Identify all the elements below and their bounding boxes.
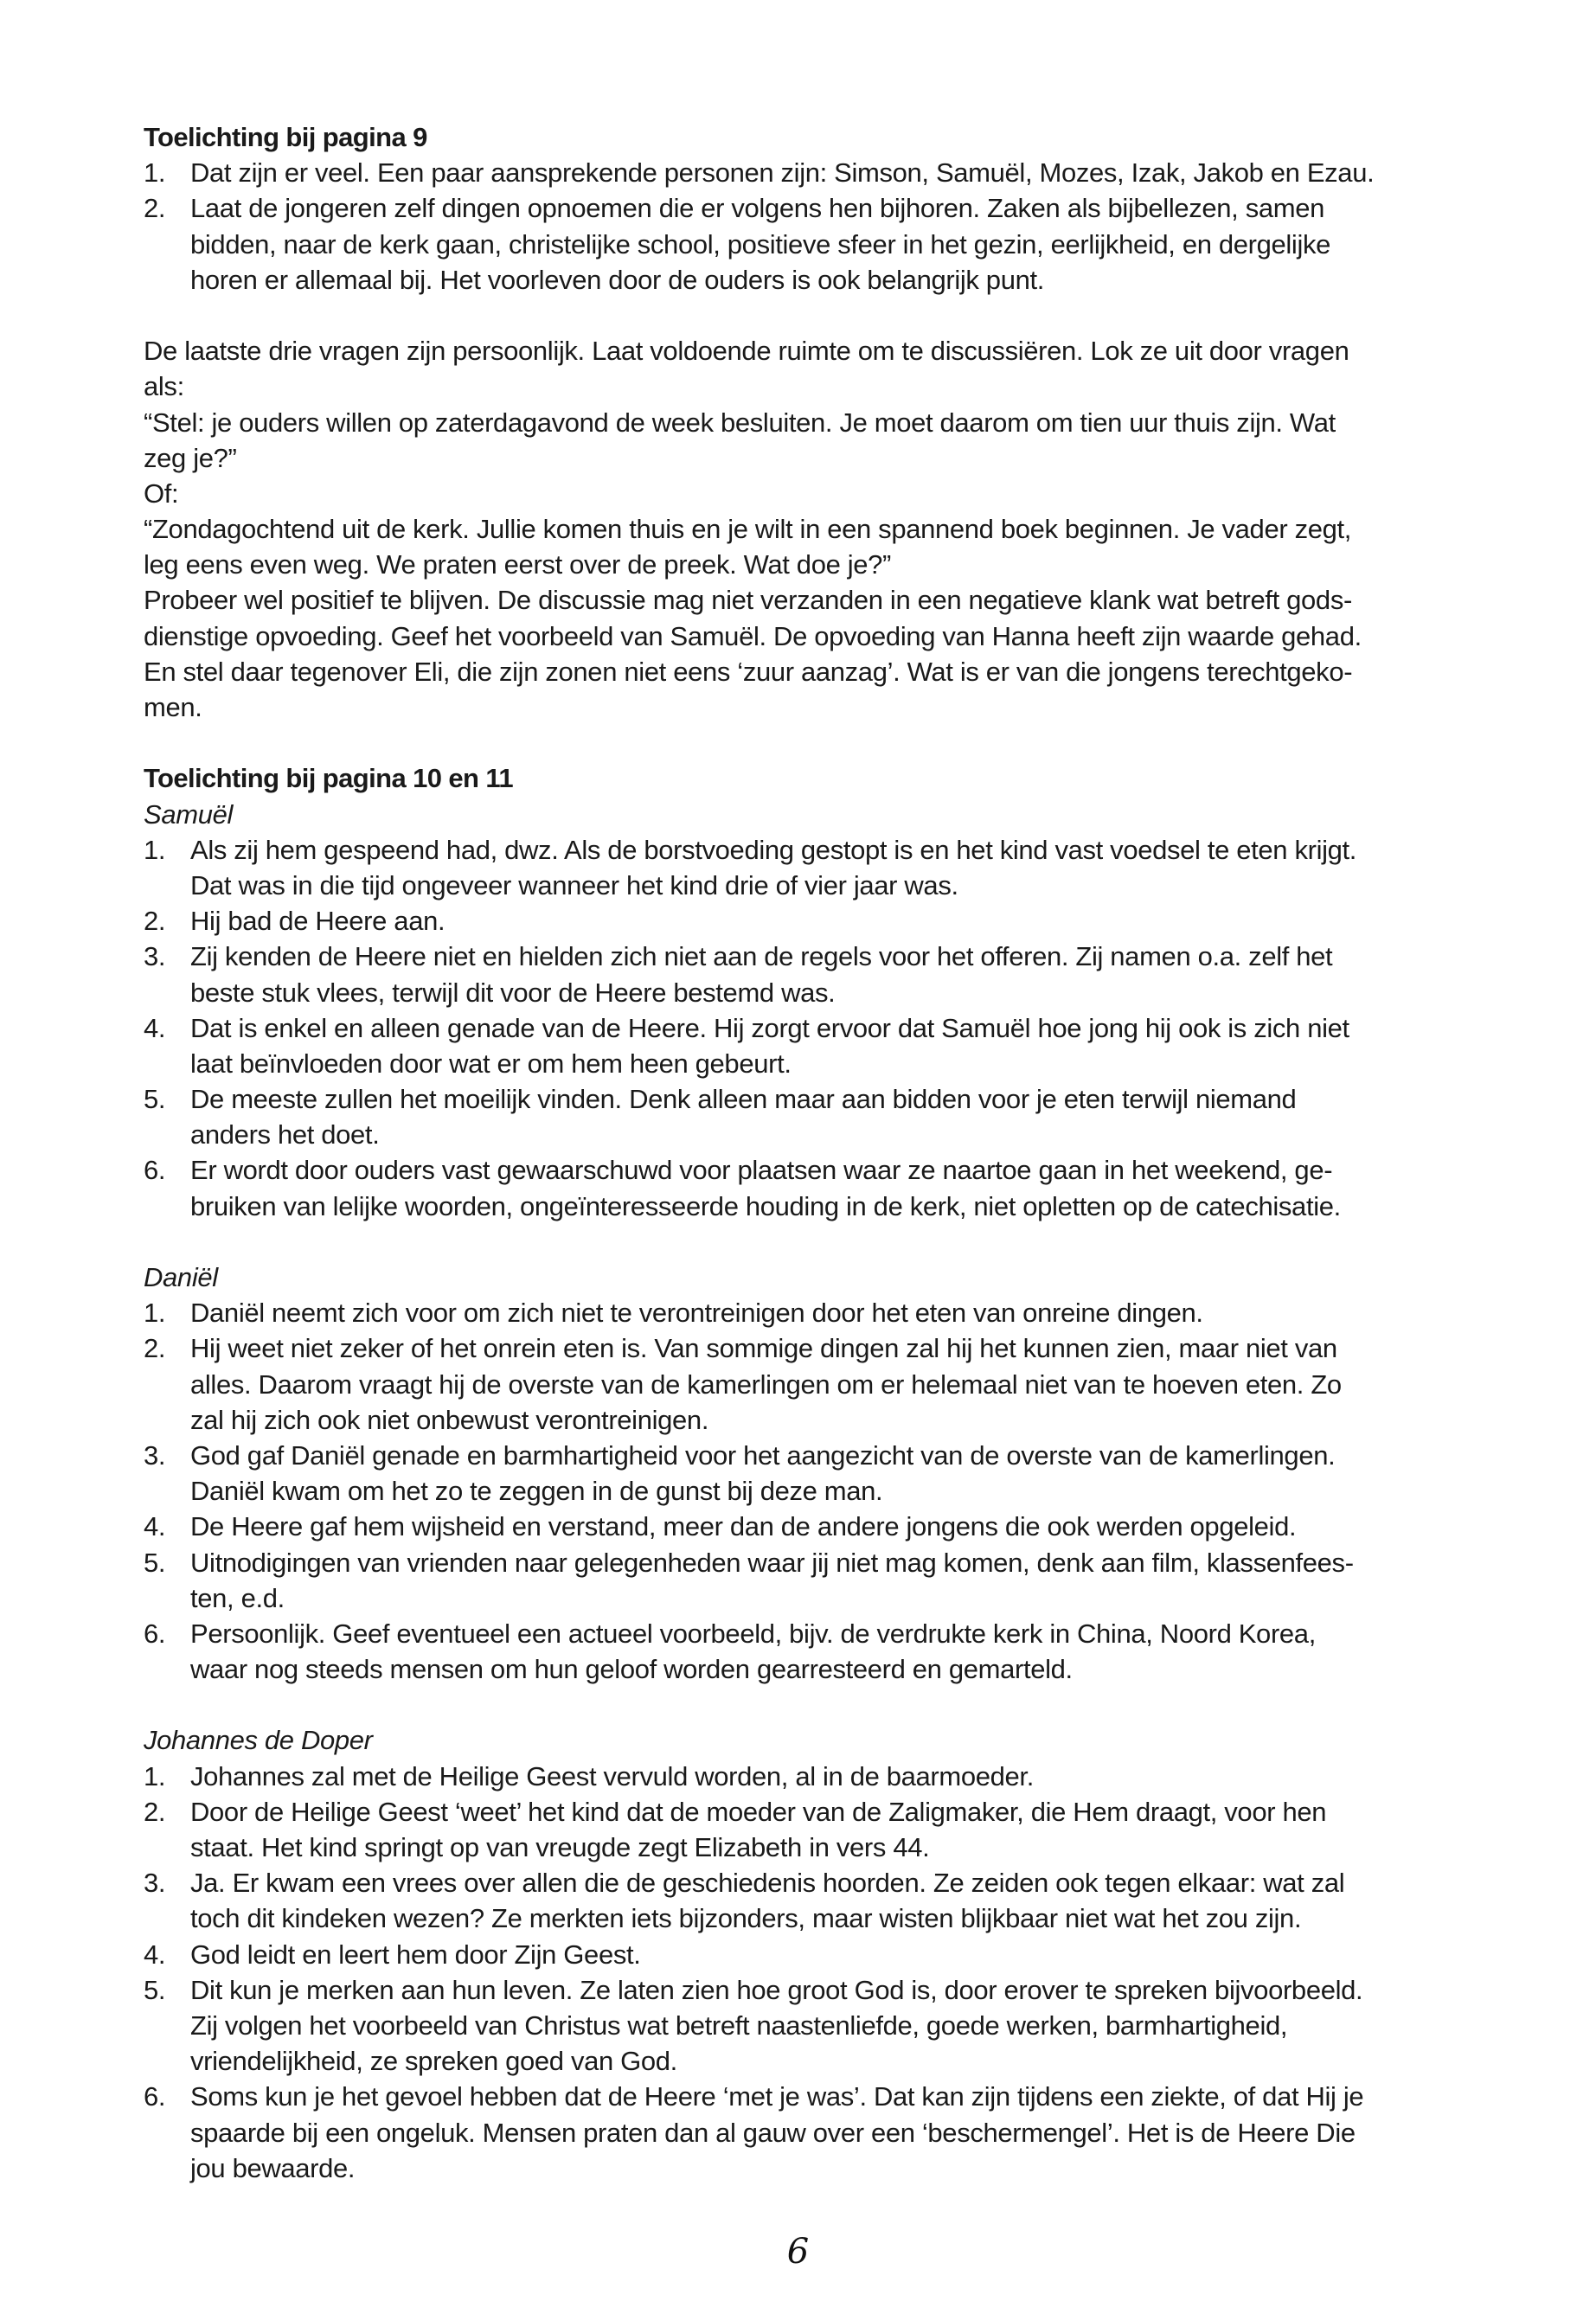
subsection-title: Samuël	[144, 798, 234, 830]
list-item-line	[144, 1830, 1476, 1865]
list-item-number: 2.	[144, 1333, 166, 1364]
list-item-line	[144, 262, 1476, 298]
list-item-line	[144, 1616, 1476, 1651]
spacer	[144, 1687, 1476, 1722]
list-item-text: horen er allemaal bij. Het voorleven door de ouders is ook belangrijk punt.	[190, 264, 1045, 295]
list-item-text: Zij kenden de Heere niet en hielden zich niet aan de regels voor het offeren. Zij namen o.a. zelf het	[190, 941, 1333, 972]
list-item-number: 3.	[144, 1868, 166, 1899]
list-item-line	[144, 1046, 1476, 1081]
list-item-line	[144, 1367, 1476, 1402]
list-item-line	[144, 1473, 1476, 1509]
list-item-text: Persoonlijk. Geef eventueel een actueel voorbeeld, bijv. de verdrukte kerk in China, Noord Korea,	[190, 1618, 1316, 1649]
list-item-line	[144, 1330, 1476, 1366]
list-item-line	[144, 155, 1476, 190]
list-item-number: 3.	[144, 941, 166, 972]
list-item-text: Soms kun je het gevoel hebben dat de Heere ‘met je was’. Dat kan zijn tijdens een ziekte, of dat Hij je	[190, 2081, 1364, 2112]
list-item-number: 6.	[144, 2081, 166, 2112]
list-item-text: De Heere gaf hem wijsheid en verstand, meer dan de andere jongens die ook werden opgeleid.	[190, 1511, 1297, 1542]
list-item-text: bidden, naar de kerk gaan, christelijke school, positieve sfeer in het gezin, eerlijkheid, en dergelijke	[190, 228, 1331, 260]
list-item-text: Daniël kwam om het zo te zeggen in de gunst bij deze man.	[190, 1476, 883, 1507]
list-item-text: De meeste zullen het moeilijk vinden. Denk alleen maar aan bidden voor je eten terwijl niemand	[190, 1084, 1297, 1115]
numbered-list	[144, 1295, 1476, 1687]
list-item-text: bruiken van lelijke woorden, ongeïnteresseerde houding in de kerk, niet opletten op de catechisatie.	[190, 1190, 1341, 1221]
list-item-text: Dat was in die tijd ongeveer wanneer het kind drie of vier jaar was.	[190, 869, 958, 901]
paragraph-line: Probeer wel positief te blijven. De discussie mag niet verzanden in een negatieve klank wat betreft gods-	[144, 585, 1352, 616]
list-item-text: Zij volgen het voorbeeld van Christus wat betreft naastenliefde, goede werken, barmhartigheid,	[190, 2009, 1288, 2041]
list-item-line	[144, 1402, 1476, 1438]
list-item-line	[144, 2115, 1476, 2150]
list-item-text: Laat de jongeren zelf dingen opnoemen die er volgens hen bijhoren. Zaken als bijbellezen, samen	[190, 193, 1324, 224]
list-item-number: 3.	[144, 1439, 166, 1471]
list-item-text: ten, e.d.	[190, 1582, 285, 1613]
list-item-text: spaarde bij een ongeluk. Mensen praten dan al gauw over een ‘beschermengel’. Het is de Heere Die	[190, 2117, 1356, 2148]
list-item-line	[144, 868, 1476, 903]
list-item-line	[144, 1937, 1476, 1972]
spacer	[144, 1224, 1476, 1259]
paragraph	[144, 333, 1476, 725]
list-item-line	[144, 1189, 1476, 1224]
numbered-list	[144, 832, 1476, 1224]
list-item-line	[144, 1651, 1476, 1687]
section-heading: Toelichting bij pagina 10 en 11	[144, 763, 513, 794]
list-item-number: 4.	[144, 1939, 166, 1970]
list-item-number: 1.	[144, 1760, 166, 1791]
list-item-text: Johannes zal met de Heilige Geest vervuld worden, al in de baarmoeder.	[190, 1760, 1034, 1791]
list-item-line	[144, 1580, 1476, 1616]
paragraph-line: “Stel: je ouders willen op zaterdagavond de week besluiten. Je moet daarom om tien uur thuis zijn. Wat	[144, 407, 1336, 438]
list-item-line	[144, 2008, 1476, 2043]
paragraph-line: zeg je?”	[144, 442, 237, 473]
list-item-line	[144, 903, 1476, 939]
list-item-number: 4.	[144, 1012, 166, 1043]
paragraph-line: leg eens even weg. We praten eerst over de preek. Wat doe je?”	[144, 549, 892, 580]
list-item-line	[144, 975, 1476, 1010]
list-item-line	[144, 2043, 1476, 2079]
list-item-text: anders het doet.	[190, 1119, 380, 1150]
list-item-text: Dit kun je merken aan hun leven. Ze laten zien hoe groot God is, door erover te spreken bijvoorbeeld.	[190, 1974, 1363, 2005]
paragraph-line: men.	[144, 692, 202, 722]
list-item-line	[144, 2079, 1476, 2114]
list-item-line	[144, 1545, 1476, 1580]
paragraph-line: “Zondagochtend uit de kerk. Jullie komen thuis en je wilt in een spannend boek beginnen. Je vader zegt,	[144, 514, 1352, 545]
page-number: 6	[786, 2232, 810, 2272]
list-item-text: Als zij hem gespeend had, dwz. Als de borstvoeding gestopt is en het kind vast voedsel te eten krijgt.	[190, 834, 1357, 865]
list-item-line	[144, 1794, 1476, 1830]
list-item-number: 6.	[144, 1155, 166, 1186]
list-item-line	[144, 1900, 1476, 1936]
list-item-text: Dat zijn er veel. Een paar aansprekende personen zijn: Simson, Samuël, Mozes, Izak, Jakob en Ezau.	[190, 157, 1375, 189]
list-item-number: 1.	[144, 157, 166, 189]
list-item-line	[144, 2150, 1476, 2186]
list-item-line	[144, 832, 1476, 868]
numbered-list	[144, 155, 1476, 298]
list-item-line	[144, 1295, 1476, 1330]
list-item-text: Hij bad de Heere aan.	[190, 906, 445, 937]
list-item-line	[144, 1010, 1476, 1046]
list-item-number: 6.	[144, 1618, 166, 1649]
list-item-line	[144, 190, 1476, 226]
list-item-line	[144, 1081, 1476, 1117]
list-item-text: God gaf Daniël genade en barmhartigheid voor het aangezicht van de overste van de kamerlingen.	[190, 1439, 1336, 1471]
paragraph-line: dienstige opvoeding. Geef het voorbeeld van Samuël. De opvoeding van Hanna heeft zijn waarde gehad.	[144, 620, 1362, 651]
list-item-number: 2.	[144, 193, 166, 224]
list-item-text: jou bewaarde.	[190, 2152, 356, 2183]
section	[144, 119, 1476, 725]
list-item-text: zal hij zich ook niet onbewust verontreinigen.	[190, 1404, 709, 1435]
subsection-title: Johannes de Doper	[144, 1725, 373, 1756]
section-heading: Toelichting bij pagina 9	[144, 122, 427, 152]
paragraph-line: En stel daar tegenover Eli, die zijn zonen niet eens ‘zuur aanzag’. Wat is er van die jongens terechtgeko-	[144, 656, 1353, 687]
paragraph-line: De laatste drie vragen zijn persoonlijk. Laat voldoende ruimte om te discussiëren. Lok ze uit door vragen	[144, 336, 1349, 367]
list-item-line	[144, 227, 1476, 262]
list-item-line	[144, 1117, 1476, 1152]
list-item-number: 4.	[144, 1511, 166, 1542]
spacer	[144, 725, 1476, 760]
list-item-text: Uitnodigingen van vrienden naar gelegenheden waar jij niet mag komen, denk aan film, klassenfees-	[190, 1547, 1354, 1578]
list-item-line	[144, 1438, 1476, 1473]
list-item-line	[144, 939, 1476, 974]
list-item-text: God leidt en leert hem door Zijn Geest.	[190, 1939, 641, 1970]
section	[144, 725, 1476, 2186]
list-item-text: alles. Daarom vraagt hij de overste van de kamerlingen om er helemaal niet van te hoeven eten. Zo	[190, 1368, 1342, 1400]
list-item-number: 5.	[144, 1974, 166, 2005]
list-item-text: toch dit kindeken wezen? Ze merkten iets bijzonders, maar wisten blijkbaar niet wat het zou zijn.	[190, 1903, 1302, 1934]
list-item-number: 1.	[144, 1298, 166, 1329]
list-item-text: Dat is enkel en alleen genade van de Heere. Hij zorgt ervoor dat Samuël hoe jong hij ook is zich niet	[190, 1012, 1349, 1043]
list-item-text: Door de Heilige Geest ‘weet’ het kind dat de moeder van de Zaligmaker, die Hem draagt, voor hen	[190, 1796, 1327, 1827]
list-item-text: laat beïnvloeden door wat er om hem heen gebeurt.	[190, 1048, 792, 1079]
document-page	[144, 119, 1476, 2186]
list-item-number: 2.	[144, 906, 166, 937]
list-item-text: beste stuk vlees, terwijl dit voor de Heere bestemd was.	[190, 977, 836, 1008]
list-item-line	[144, 1152, 1476, 1188]
subsection-title: Daniël	[144, 1262, 218, 1292]
list-item-number: 5.	[144, 1547, 166, 1578]
paragraph-line: als:	[144, 371, 184, 402]
list-item-line	[144, 1972, 1476, 2008]
list-item-line	[144, 1865, 1476, 1900]
list-item-text: waar nog steeds mensen om hun geloof worden gearresteerd en gemarteld.	[190, 1654, 1073, 1685]
numbered-list	[144, 1759, 1476, 2186]
list-item-text: vriendelijkheid, ze spreken goed van God.	[190, 2046, 677, 2077]
spacer	[144, 298, 1476, 333]
list-item-text: staat. Het kind springt op van vreugde zegt Elizabeth in vers 44.	[190, 1832, 930, 1862]
list-item-text: Er wordt door ouders vast gewaarschuwd voor plaatsen waar ze naartoe gaan in het weekend, ge-	[190, 1155, 1333, 1186]
list-item-line	[144, 1509, 1476, 1544]
list-item-number: 5.	[144, 1084, 166, 1115]
list-item-text: Daniël neemt zich voor om zich niet te verontreinigen door het eten van onreine dingen.	[190, 1298, 1203, 1329]
list-item-text: Hij weet niet zeker of het onrein eten is. Van sommige dingen zal hij het kunnen zien, maar niet van	[190, 1333, 1337, 1364]
list-item-line	[144, 1759, 1476, 1794]
list-item-text: Ja. Er kwam een vrees over allen die de geschiedenis hoorden. Ze zeiden ook tegen elkaar: wat zal	[190, 1868, 1345, 1899]
list-item-number: 2.	[144, 1796, 166, 1827]
paragraph-line: Of:	[144, 478, 179, 509]
list-item-number: 1.	[144, 834, 166, 865]
